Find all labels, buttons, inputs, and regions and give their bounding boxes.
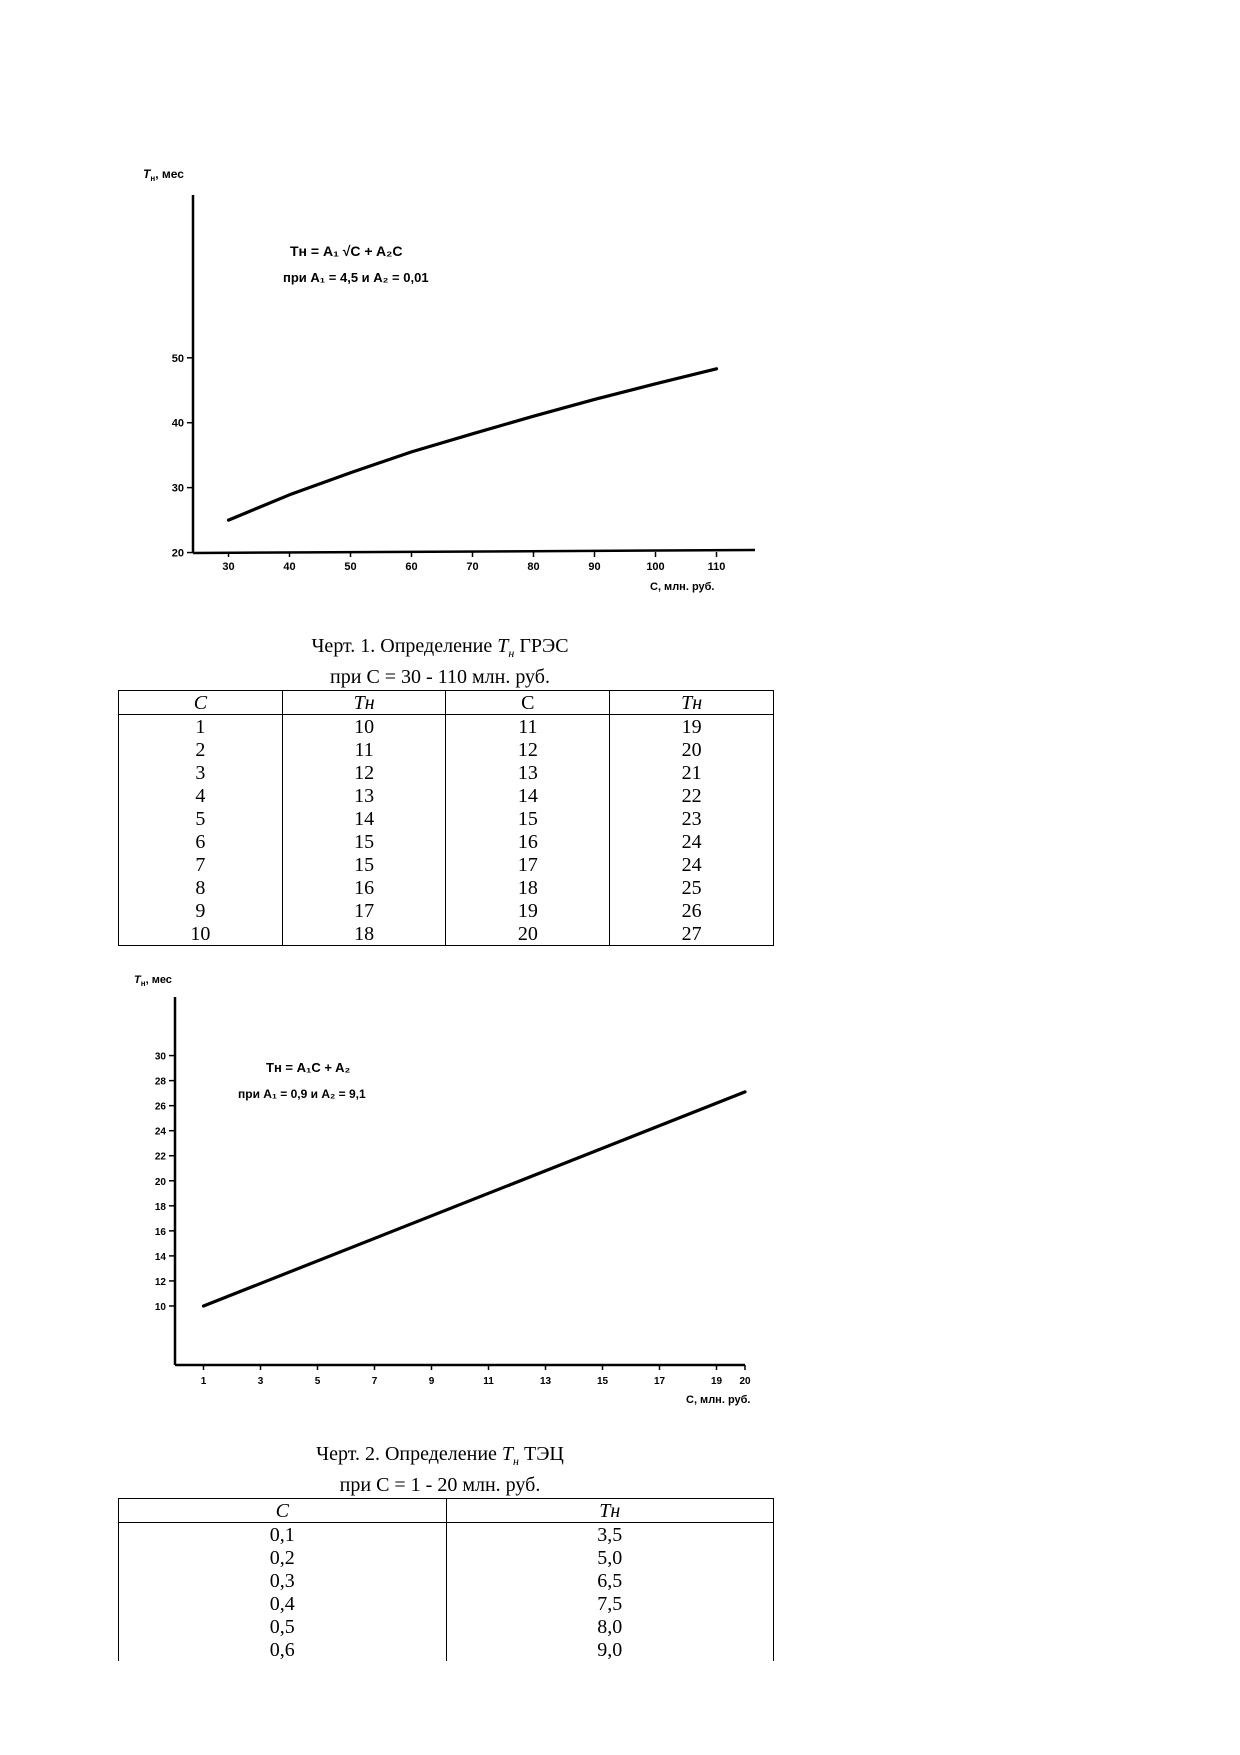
table-1-cell: 14 xyxy=(446,784,610,807)
chart-2-caption-line2: при С = 1 - 20 млн. руб. xyxy=(339,1474,541,1496)
chart-2-ylabel: $T_н$, мес xyxy=(134,974,172,988)
chart-2-x-tick-label: 15 xyxy=(596,1376,609,1387)
table-1-header-tn: Tн xyxy=(282,691,446,715)
table-2-row xyxy=(119,1523,774,1547)
chart-1-caption-line1: Черт. 1. Определение $T_н$ ГРЭС xyxy=(311,635,569,660)
chart-1-y-tick-label: 40 xyxy=(171,417,184,430)
table-1-cell: 13 xyxy=(446,761,610,784)
table-2-row xyxy=(119,1615,774,1638)
table-1-cell: 5 xyxy=(119,807,283,830)
table-1-cell: 2 xyxy=(119,738,283,761)
table-2-cell: 3,5 xyxy=(446,1523,774,1547)
table-1-cell: 1 xyxy=(119,715,283,739)
table-1-cell: 16 xyxy=(446,830,610,853)
chart-2-y-tick-label: 22 xyxy=(154,1151,166,1163)
chart-2-caption xyxy=(0,1442,880,1497)
table-1-cell: 22 xyxy=(610,784,774,807)
table-1-row xyxy=(119,899,774,922)
chart-2-x-tick-label: 19 xyxy=(710,1376,723,1387)
chart-2-x-tick-label: 17 xyxy=(653,1376,666,1387)
table-1-header-row xyxy=(119,691,774,715)
table-1-cell: 25 xyxy=(610,876,774,899)
table-1-cell: 13 xyxy=(282,784,446,807)
chart-1-equation-line2: при A₁ = 4,5 и A₂ = 0,01 xyxy=(283,270,429,285)
chart-1-svg xyxy=(0,0,880,620)
table-2-header-c: С xyxy=(119,1499,447,1523)
table-1-cell: 10 xyxy=(119,922,283,946)
table-1-row xyxy=(119,738,774,761)
chart-2-y-tick-label: 16 xyxy=(154,1226,166,1238)
table-1-cell: 18 xyxy=(282,922,446,946)
table-1-header-c: С xyxy=(119,691,283,715)
table-1-cell: 26 xyxy=(610,899,774,922)
table-1-row xyxy=(119,853,774,876)
chart-1-equation xyxy=(283,243,429,285)
chart-2-x-tick-label: 11 xyxy=(483,1376,494,1387)
chart-2-x-tick-label: 5 xyxy=(314,1376,321,1387)
table-2-row xyxy=(119,1569,774,1592)
table-1-cell: 15 xyxy=(282,830,446,853)
chart-2-y-tick-label: 30 xyxy=(154,1051,166,1063)
table-1-cell: 11 xyxy=(446,715,610,739)
table-1-row xyxy=(119,784,774,807)
chart-2-x-tick-label: 3 xyxy=(257,1376,264,1387)
table-2-header-tn: Tн xyxy=(446,1499,774,1523)
table-1-cell: 19 xyxy=(610,715,774,739)
table-1-row xyxy=(119,761,774,784)
table-1-cell: 24 xyxy=(610,853,774,876)
chart-1-ylabel: $T_н$, мес xyxy=(143,167,184,183)
chart-1-x-axis xyxy=(193,550,755,553)
chart-2-svg xyxy=(0,960,880,1410)
chart-2-x-tick-label: 1 xyxy=(200,1376,207,1387)
chart-2-x-tick-label: 9 xyxy=(428,1376,435,1387)
table-1-cell: 6 xyxy=(119,830,283,853)
table-2-row xyxy=(119,1638,774,1661)
table-1-cell: 9 xyxy=(119,899,283,922)
table-2-cell: 9,0 xyxy=(446,1638,774,1661)
table-1-cell: 23 xyxy=(610,807,774,830)
chart-2-y-tick-label: 24 xyxy=(154,1126,166,1138)
table-2-cell: 7,5 xyxy=(446,1592,774,1615)
chart-1-y-tick-label: 50 xyxy=(171,352,184,365)
chart-1-x-tick-label: 80 xyxy=(527,561,540,573)
table-2-cell: 8,0 xyxy=(446,1615,774,1638)
table-1-cell: 19 xyxy=(446,899,610,922)
table-2-row xyxy=(119,1546,774,1569)
table-2-row xyxy=(119,1592,774,1615)
table-1-header-c2: С xyxy=(446,691,610,715)
chart-2 xyxy=(0,960,880,1410)
chart-1 xyxy=(0,0,880,620)
table-1-row xyxy=(119,876,774,899)
table-1-cell: 10 xyxy=(282,715,446,739)
chart-2-xlabel: С, млн. руб. xyxy=(686,1394,751,1406)
table-1-cell: 18 xyxy=(446,876,610,899)
table-1-cell: 11 xyxy=(282,738,446,761)
table-2-cell: 0,4 xyxy=(119,1592,447,1615)
table-1-header-tn2: Tн xyxy=(610,691,774,715)
table-2-cell: 6,5 xyxy=(446,1569,774,1592)
chart-2-equation-line2: при A₁ = 0,9 и A₂ = 9,1 xyxy=(238,1087,366,1101)
table-2-cell: 0,6 xyxy=(119,1638,447,1661)
chart-2-y-tick-label: 18 xyxy=(154,1201,166,1213)
table-1-cell: 17 xyxy=(282,899,446,922)
table-2-header-row xyxy=(119,1499,774,1523)
chart-2-caption-line1: Черт. 2. Определение $T_н$ ТЭЦ xyxy=(316,1443,564,1468)
chart-2-x-tick-label: 7 xyxy=(371,1376,378,1387)
table-2-cell: 0,1 xyxy=(119,1523,447,1547)
table-1-cell: 7 xyxy=(119,853,283,876)
chart-1-x-tick-label: 70 xyxy=(466,561,479,573)
table-1-row xyxy=(119,715,774,739)
table-1-cell: 20 xyxy=(446,922,610,946)
chart-1-caption xyxy=(0,634,880,689)
table-1-cell: 24 xyxy=(610,830,774,853)
table-1-cell: 3 xyxy=(119,761,283,784)
chart-1-x-tick-label: 40 xyxy=(283,561,296,573)
table-1 xyxy=(118,690,774,946)
table-1-cell: 12 xyxy=(446,738,610,761)
chart-1-xlabel: С, млн. руб. xyxy=(650,581,715,593)
table-1-row xyxy=(119,830,774,853)
chart-2-equation-line1: Tн = A₁C + A₂ xyxy=(266,1060,351,1075)
table-1-cell: 20 xyxy=(610,738,774,761)
table-2-cell: 0,2 xyxy=(119,1546,447,1569)
table-1-cell: 27 xyxy=(610,922,774,946)
table-1-cell: 8 xyxy=(119,876,283,899)
chart-2-x-tick-label: 20 xyxy=(739,1376,751,1387)
table-1-cell: 15 xyxy=(282,853,446,876)
chart-1-series-line xyxy=(229,369,717,520)
chart-2-y-tick-label: 12 xyxy=(154,1276,166,1288)
chart-2-y-tick-label: 10 xyxy=(154,1301,166,1313)
chart-2-series-line xyxy=(204,1092,746,1306)
table-2-cell: 0,5 xyxy=(119,1615,447,1638)
chart-1-x-tick-label: 50 xyxy=(344,561,357,573)
table-2 xyxy=(118,1498,774,1661)
table-2-cell: 5,0 xyxy=(446,1546,774,1569)
table-1-cell: 4 xyxy=(119,784,283,807)
chart-2-equation xyxy=(238,1060,366,1101)
table-1-cell: 17 xyxy=(446,853,610,876)
chart-1-x-tick-label: 100 xyxy=(646,561,665,573)
chart-1-x-tick-label: 90 xyxy=(588,561,601,573)
chart-1-y-tick-label: 20 xyxy=(171,547,184,560)
chart-1-x-tick-label: 110 xyxy=(707,561,726,573)
table-1-cell: 12 xyxy=(282,761,446,784)
chart-1-y-tick-label: 30 xyxy=(171,482,184,495)
chart-1-equation-line1: Tн = A₁ √C + A₂C xyxy=(290,243,403,259)
chart-2-y-tick-label: 20 xyxy=(154,1176,166,1188)
chart-2-y-tick-label: 28 xyxy=(154,1076,166,1088)
table-2-cell: 0,3 xyxy=(119,1569,447,1592)
chart-2-y-tick-label: 26 xyxy=(154,1101,166,1113)
chart-1-x-tick-label: 30 xyxy=(222,561,235,573)
chart-1-caption-line2: при С = 30 - 110 млн. руб. xyxy=(330,666,550,688)
table-1-row xyxy=(119,807,774,830)
table-1-cell: 15 xyxy=(446,807,610,830)
table-1-cell: 14 xyxy=(282,807,446,830)
table-1-cell: 16 xyxy=(282,876,446,899)
chart-2-x-tick-label: 13 xyxy=(539,1376,552,1387)
table-1-cell: 21 xyxy=(610,761,774,784)
chart-2-y-tick-label: 14 xyxy=(154,1251,166,1263)
table-1-row xyxy=(119,922,774,946)
chart-1-x-tick-label: 60 xyxy=(405,561,418,573)
